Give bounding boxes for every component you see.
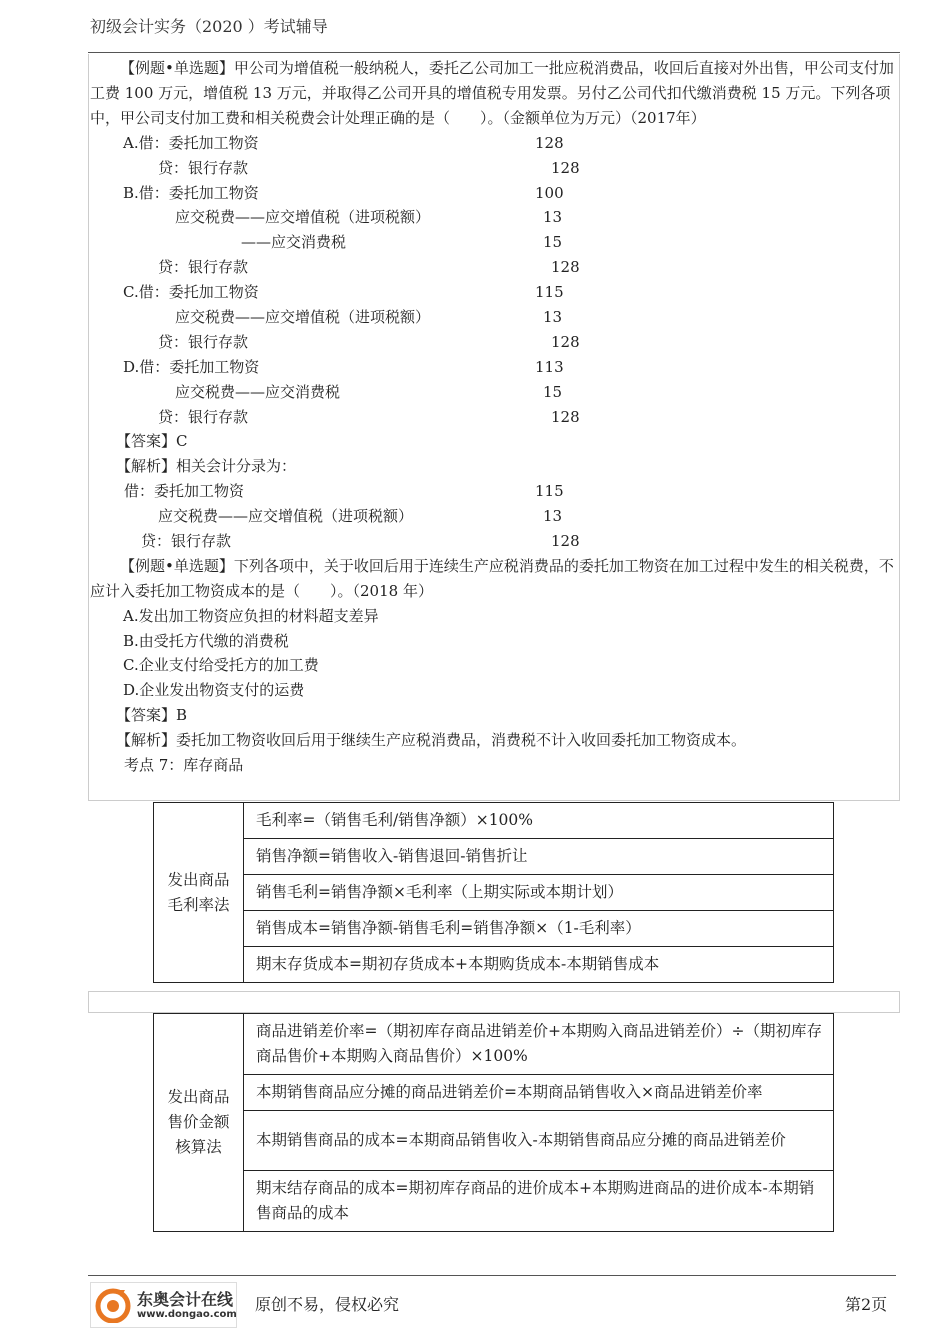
gross-margin-method-table (153, 802, 834, 983)
formula-cell: 销售成本=销售净额-销售毛利=销售净额×（1-毛利率） (244, 911, 834, 947)
table-row (154, 1075, 834, 1111)
formula-cell: 期末结存商品的成本=期初库存商品的进价成本+本期购进商品的进价成本-本期销售商品的成本 (244, 1171, 834, 1232)
q1-b-debit-amount: 100 (535, 183, 564, 202)
q1-option-c-credit (90, 330, 898, 355)
retail-price-method-table (153, 1013, 834, 1232)
q1-c-debit-label: C.借：委托加工物资 (123, 283, 259, 302)
q1-b-vat-amount: 13 (543, 208, 563, 227)
q1-entry-debit (90, 479, 898, 504)
q1-option-c-debit (90, 280, 898, 305)
q1-d-debit-label: D.借：委托加工物资 (123, 357, 260, 376)
formula-cell: 期末存货成本=期初存货成本+本期购货成本-本期销售成本 (244, 947, 834, 983)
q1-d-excise-amount: 15 (543, 382, 563, 401)
q1-entry-credit-label: 贷：银行存款 (141, 531, 232, 550)
q2-option-c (90, 653, 898, 678)
method-label-text: 发出商品售价金额核算法 (167, 1088, 230, 1156)
q1-a-credit-amount: 128 (551, 158, 580, 177)
table-row (154, 1111, 834, 1171)
q2-answer-text: 【答案】B (116, 706, 188, 725)
q1-option-d-credit (90, 405, 898, 430)
q2-option-a (90, 604, 898, 629)
q1-b-debit-label: B.借：委托加工物资 (123, 183, 259, 202)
table-row (154, 911, 834, 947)
q1-option-b-vat (90, 205, 898, 230)
q1-c-debit-amount: 115 (535, 283, 564, 302)
q1-option-a-credit (90, 156, 898, 181)
q1-d-debit-amount: 113 (535, 357, 564, 376)
header-divider (88, 52, 900, 53)
q2-option-b-text: B.由受托方代缴的消费税 (123, 631, 289, 650)
table-row (154, 875, 834, 911)
q1-d-credit-label: 贷：银行存款 (158, 407, 249, 426)
method-label-gross-margin (154, 803, 244, 983)
main-content (90, 56, 898, 778)
table-row (154, 947, 834, 983)
q1-option-d-excise (90, 380, 898, 405)
table-row (154, 839, 834, 875)
q2-analysis (90, 728, 898, 753)
q2-answer (90, 703, 898, 728)
method-label-text: 发出商品毛利率法 (167, 870, 230, 914)
q1-b-excise-amount: 15 (543, 233, 563, 252)
formula-cell: 毛利率=（销售毛利/销售净额）×100% (244, 803, 834, 839)
q1-c-vat-amount: 13 (543, 307, 563, 326)
q1-option-d-debit (90, 355, 898, 380)
q2-option-c-text: C.企业支付给受托方的加工费 (123, 656, 319, 675)
logo-url: www.dongao.com (137, 1309, 237, 1320)
section-heading (90, 753, 898, 778)
q1-entry-debit-amount: 115 (535, 482, 564, 501)
q1-entry-debit-label: 借：委托加工物资 (124, 482, 245, 501)
q1-b-credit-amount: 128 (551, 258, 580, 277)
formula-cell: 本期销售商品应分摊的商品进销差价=本期商品销售收入×商品进销差价率 (244, 1075, 834, 1111)
table-row (154, 803, 834, 839)
q1-entry-vat (90, 504, 898, 529)
q2-option-d-text: D.企业发出物资支付的运费 (123, 681, 305, 700)
q2-stem: 【例题•单选题】下列各项中，关于收回后用于连续生产应税消费品的委托加工物资在加工过程中发生的相关税费，不应计入委托加工物资成本的是（ ）。（2018 年） (90, 556, 894, 600)
q1-b-credit-label: 贷：银行存款 (158, 258, 249, 277)
q1-option-a-debit (90, 131, 898, 156)
q2-option-a-text: A.发出加工物资应负担的材料超支差异 (123, 606, 379, 625)
table-row (154, 1171, 834, 1232)
q1-entry-vat-amount: 13 (543, 507, 563, 526)
q1-option-c-vat (90, 305, 898, 330)
q1-analysis-intro (90, 454, 898, 479)
formula-cell: 本期销售商品的成本=本期商品销售收入-本期销售商品应分摊的商品进销差价 (244, 1111, 834, 1171)
q1-answer-text: 【答案】C (116, 432, 188, 451)
logo-name: 东奥会计在线 (137, 1290, 234, 1309)
q2-option-b (90, 629, 898, 654)
table-gap-frame (88, 991, 900, 1013)
q1-a-debit-amount: 128 (535, 133, 564, 152)
q1-a-credit-label: 贷：银行存款 (158, 158, 249, 177)
page-number: 第2页 (845, 1295, 888, 1314)
q1-stem: 【例题•单选题】甲公司为增值税一般纳税人，委托乙公司加工一批应税消费品，收回后直接对外出售，甲公司支付加工费 100 万元，增值税 13 万元，并取得乙公司开具的增值税专用发票。另付乙公司代扣代缴消费税 15 万元。下列各项中，甲公司支付加工费和相关税费会计处理正确的是（ ）。（金额单位为万元）（2017年） (90, 59, 894, 127)
q1-a-debit-label: A.借：委托加工物资 (123, 133, 259, 152)
formula-cell: 销售净额=销售收入-销售退回-销售折让 (244, 839, 834, 875)
q1-answer (90, 429, 898, 454)
q1-entry-credit (90, 529, 898, 554)
dongao-logo[interactable] (90, 1282, 237, 1328)
q2-analysis-text: 【解析】委托加工物资收回后用于继续生产应税消费品，消费税不计入收回委托加工物资成本。 (116, 731, 747, 750)
formula-cell: 销售毛利=销售净额×毛利率（上期实际或本期计划） (244, 875, 834, 911)
table-row (154, 1014, 834, 1075)
q1-c-credit-label: 贷：银行存款 (158, 332, 249, 351)
q1-b-excise-label: ——应交消费税 (241, 233, 347, 252)
q1-analysis-intro-text: 【解析】相关会计分录为： (116, 457, 297, 476)
q1-option-b-excise (90, 230, 898, 255)
q1-d-excise-label: 应交税费——应交消费税 (175, 382, 341, 401)
section-title: 考点 7：库存商品 (124, 756, 244, 775)
q1-entry-vat-label: 应交税费——应交增值税（进项税额） (158, 507, 414, 526)
q2-option-d (90, 678, 898, 703)
page-header-title: 初级会计实务（2020 ）考试辅导 (90, 17, 328, 36)
q1-option-b-credit (90, 255, 898, 280)
logo-icon (95, 1287, 131, 1323)
q1-c-credit-amount: 128 (551, 332, 580, 351)
q1-entry-credit-amount: 128 (551, 531, 580, 550)
footer-slogan: 原创不易，侵权必究 (255, 1295, 400, 1314)
q1-c-vat-label: 应交税费——应交增值税（进项税额） (175, 307, 431, 326)
q1-d-credit-amount: 128 (551, 407, 580, 426)
footer-divider (88, 1275, 896, 1276)
q1-b-vat-label: 应交税费——应交增值税（进项税额） (175, 208, 431, 227)
q1-option-b-debit (90, 181, 898, 206)
formula-cell: 商品进销差价率=（期初库存商品进销差价+本期购入商品进销差价）÷（期初库存商品售价+本期购入商品售价）×100% (244, 1014, 834, 1075)
method-label-retail-price (154, 1014, 244, 1232)
